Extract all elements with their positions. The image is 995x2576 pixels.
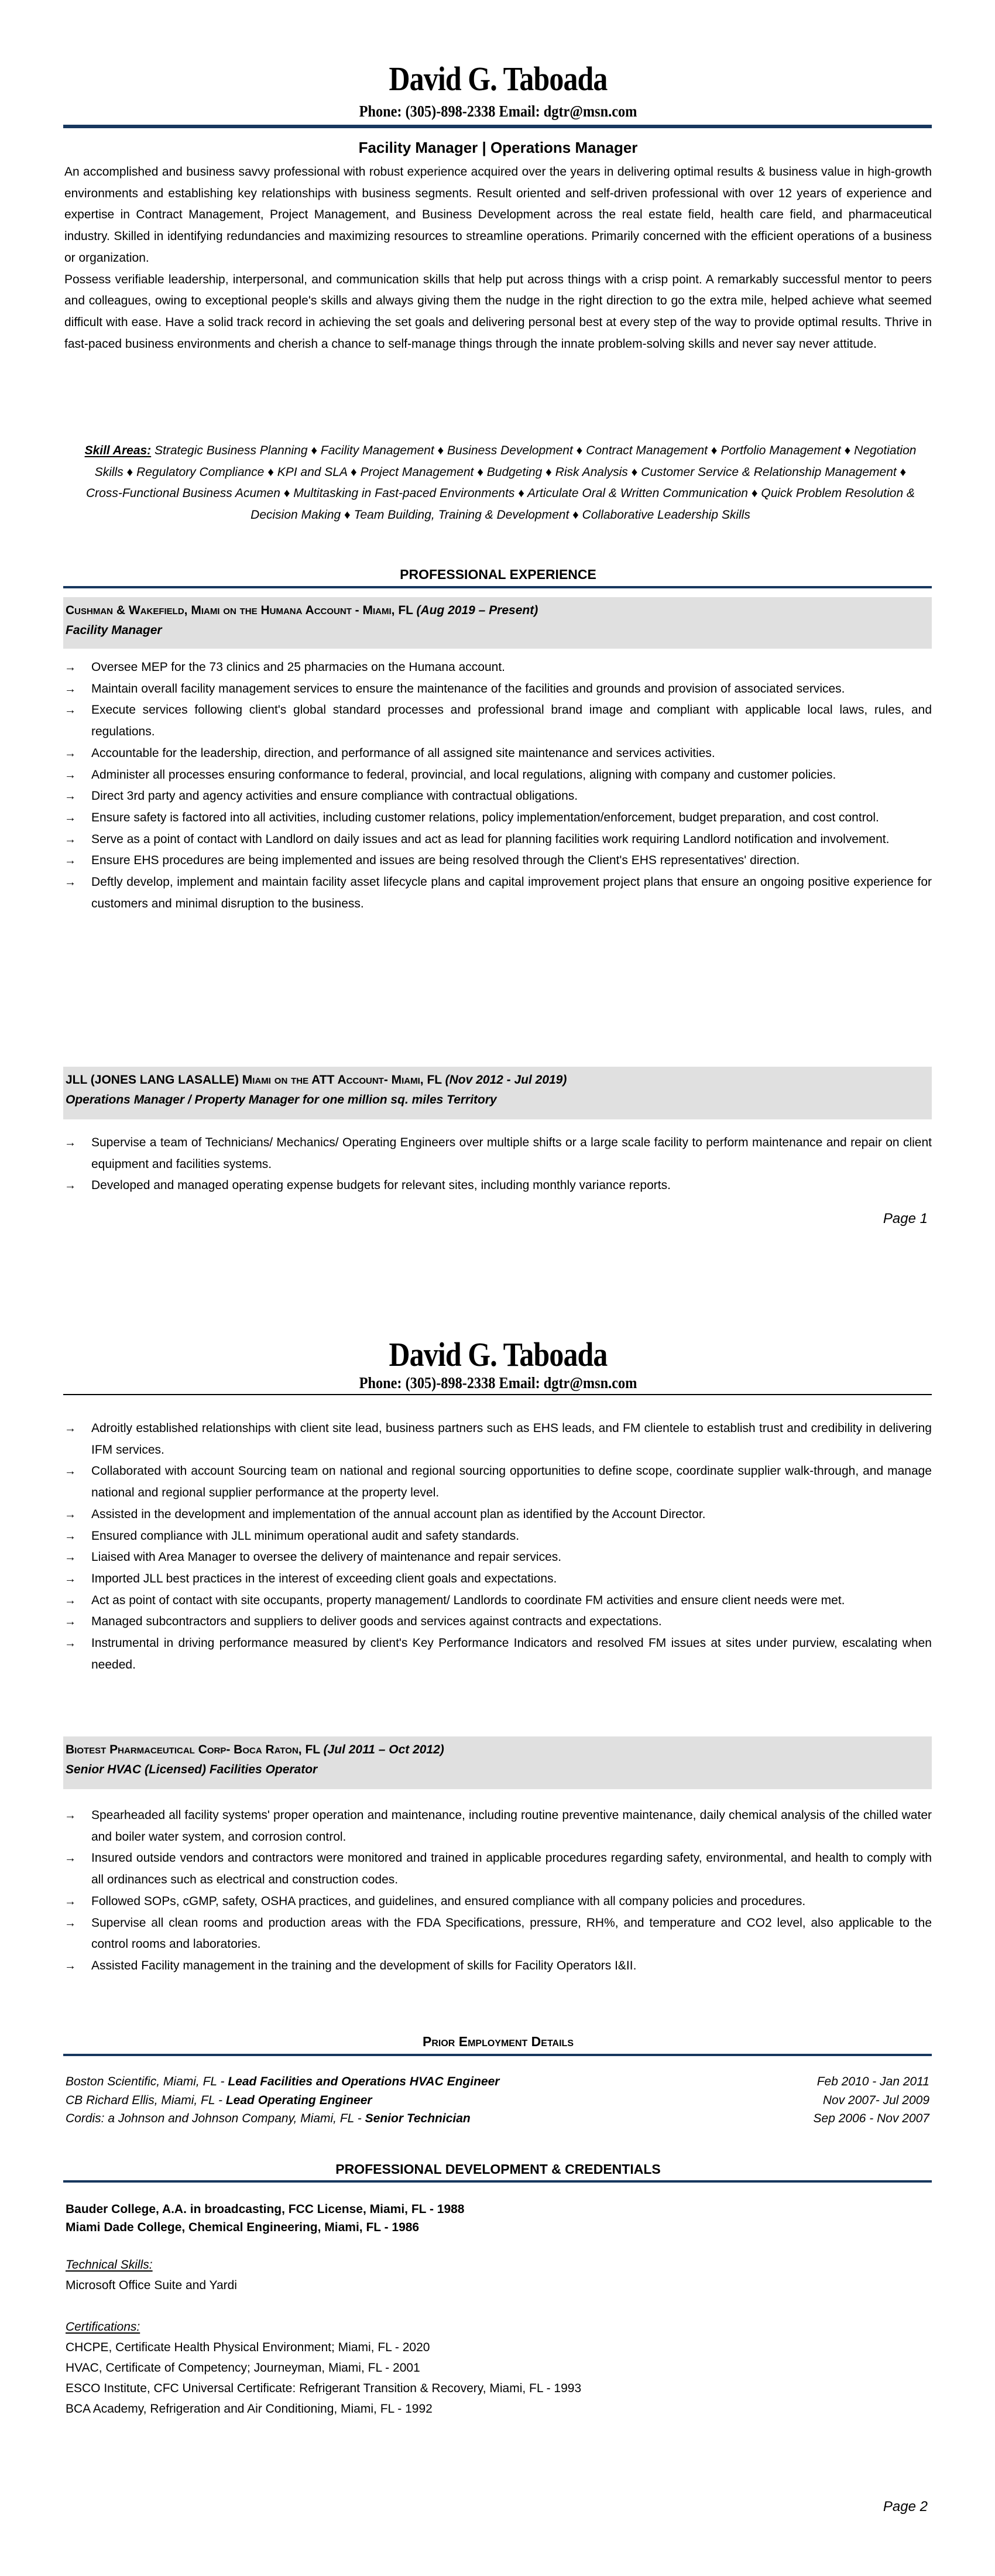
header-divider xyxy=(63,125,932,128)
bullet-item xyxy=(64,679,932,700)
job-company-name: Cushman & Wakefield, Miami on the Humana Account - Miami, FL xyxy=(66,604,417,617)
bullet-item xyxy=(64,850,932,872)
arrow-bullet-icon: → xyxy=(64,790,76,803)
bullet-item xyxy=(64,1175,932,1197)
prior-dates: Sep 2006 - Nov 2007 xyxy=(813,2112,929,2125)
arrow-bullet-icon: → xyxy=(64,746,76,760)
bullet-text: Managed subcontractors and suppliers to deliver goods and services against contracts and expectations. xyxy=(91,1615,662,1629)
bullet-item xyxy=(64,1633,932,1676)
job-company xyxy=(66,1740,929,1760)
arrow-bullet-icon: → xyxy=(64,1465,76,1478)
section-heading-prior: Prior Employment Details xyxy=(423,2034,574,2049)
arrow-bullet-icon: → xyxy=(64,1529,76,1543)
bullet-text: Collaborated with account Sourcing team on national and regional sourcing opportunities to define scope, coordinate supplier walk-through, and manage national and regional supplier performance at the property level. xyxy=(91,1464,932,1500)
bullet-item xyxy=(64,1547,932,1568)
technical-skills-label: Technical Skills: xyxy=(66,2258,153,2272)
prior-role: Lead Facilities and Operations HVAC Engineer xyxy=(228,2075,500,2088)
section-heading-development: PROFESSIONAL DEVELOPMENT & CREDENTIALS xyxy=(335,2161,661,2177)
job-bullets xyxy=(64,1132,932,1197)
arrow-bullet-icon: → xyxy=(64,854,76,868)
arrow-bullet-icon: → xyxy=(64,811,76,824)
bullet-text: Imported JLL best practices in the interest of exceeding client goals and expectations. xyxy=(91,1571,557,1585)
bullet-text: Oversee MEP for the 73 clinics and 25 pharmacies on the Humana account. xyxy=(91,660,505,674)
prior-dates: Feb 2010 - Jan 2011 xyxy=(816,2075,929,2088)
arrow-bullet-icon: → xyxy=(64,1852,76,1865)
bullet-text: Assisted in the development and implementation of the annual account plan as identified by the Account Director. xyxy=(91,1507,706,1521)
summary-paragraph: An accomplished and business savvy professional with robust experience acquired over the years in delivering optimal results & business value in high-growth environments and establishing key relationships with business segments. Result oriented and self-driven professional with over 12 years of experience and expertise in Contract Management, Project Management, and Business Development across the real estate field, health care field, and pharmaceutical industry. Skilled in identifying redundancies and maximizing resources to streamline operations. Primarily concerned with the efficient operations of a business or organization. xyxy=(64,165,932,265)
summary-paragraph: Possess verifiable leadership, interpersonal, and communication skills that help put across things with a crisp point. A remarkably successful mentor to peers and colleagues, owing to exceptional people's skills and always giving them the nudge in the right direction to go the extra mile, helped achieve what seemed difficult with ease. Have a solid track record in achieving the set goals and delivering personal best at every step of the way to provide optimal results. Thrive in fast-paced business environments and cherish a chance to self-manage things through the innate problem-solving skills and never say never attitude. xyxy=(64,272,932,351)
bullet-text: Followed SOPs, cGMP, safety, OSHA practices, and guidelines, and ensured compliance with all company policies and procedures. xyxy=(91,1894,806,1908)
bullet-item xyxy=(64,1568,932,1590)
bullet-item xyxy=(64,743,932,765)
bullet-text: Liaised with Area Manager to oversee the delivery of maintenance and repair services. xyxy=(91,1550,562,1564)
job-company-name: Biotest Pharmaceutical Corp- Boca Raton, FL xyxy=(66,1743,324,1756)
bullet-item xyxy=(64,1913,932,1955)
bullet-item xyxy=(64,1504,932,1526)
bullet-text: Developed and managed operating expense budgets for relevant sites, including monthly variance reports. xyxy=(91,1179,671,1193)
arrow-bullet-icon: → xyxy=(64,833,76,846)
arrow-bullet-icon: → xyxy=(64,1508,76,1521)
job-company-name: JLL (JONES LANG LASALLE) Miami on the ATT Account- Miami, FL xyxy=(66,1073,445,1087)
job-header xyxy=(63,1736,932,1789)
arrow-bullet-icon: → xyxy=(64,768,76,782)
professional-title: Facility Manager | Operations Manager xyxy=(358,139,638,156)
job-role: Facility Manager xyxy=(66,624,162,637)
prior-role: Senior Technician xyxy=(365,2112,471,2125)
prior-employment-position xyxy=(66,2109,471,2128)
bullet-text: Execute services following client's global standard processes and professional brand image and compliant with applicable local laws, rules, and regulations. xyxy=(91,703,932,739)
certification-item: CHCPE, Certificate Health Physical Environment; Miami, FL - 2020 xyxy=(66,2341,430,2354)
arrow-bullet-icon: → xyxy=(64,1916,76,1930)
bullet-item xyxy=(64,657,932,679)
bullet-item xyxy=(64,786,932,807)
bullet-text: Direct 3rd party and agency activities and ensure compliance with contractual obligations. xyxy=(91,789,578,803)
bullet-item xyxy=(64,765,932,786)
arrow-bullet-icon: → xyxy=(64,1136,76,1149)
bullet-item xyxy=(64,700,932,742)
bullet-text: Adroitly established relationships with client site lead, business partners such as EHS leads, and FM clientele to establish trust and credibility in delivering IFM services. xyxy=(91,1421,932,1457)
bullet-item xyxy=(64,1526,932,1547)
bullet-item xyxy=(64,1611,932,1633)
bullet-text: Ensured compliance with JLL minimum operational audit and safety standards. xyxy=(91,1529,520,1543)
bullet-text: Assisted Facility management in the training and the development of skills for Facility Operators I&II. xyxy=(91,1958,637,1972)
education-item: Miami Dade College, Chemical Engineering, Miami, FL - 1986 xyxy=(66,2221,420,2234)
bullet-text: Ensure EHS procedures are being implemented and issues are being resolved through the Client's EHS representatives' direction. xyxy=(91,854,800,868)
technical-skills xyxy=(66,2255,933,2296)
certifications xyxy=(66,2317,933,2419)
bullet-item xyxy=(64,1848,932,1890)
job-dates: (Nov 2012 - Jul 2019) xyxy=(445,1073,567,1087)
arrow-bullet-icon: → xyxy=(64,704,76,717)
bullet-text: Spearheaded all facility systems' proper operation and maintenance, including routine preventive maintenance, daily chemical analysis of the chilled water and boiler water system, and corrosion control. xyxy=(91,1808,932,1844)
arrow-bullet-icon: → xyxy=(64,1809,76,1822)
prior-role: Lead Operating Engineer xyxy=(225,2093,372,2107)
summary xyxy=(64,162,932,355)
bullet-item xyxy=(64,807,932,829)
arrow-bullet-icon: → xyxy=(64,1895,76,1908)
prior-company: Cordis: a Johnson and Johnson Company, Miami, FL - xyxy=(66,2112,365,2125)
job-dates: (Aug 2019 – Present) xyxy=(416,604,538,617)
contact-info: Phone: (305)-898-2338 Email: dgtr@msn.com xyxy=(359,102,637,120)
bullet-text: Supervise a team of Technicians/ Mechanics/ Operating Engineers over multiple shifts or a large scale facility to perform maintenance and repair on client equipment and facilities systems. xyxy=(91,1136,932,1171)
section-divider xyxy=(63,2054,932,2056)
prior-company: CB Richard Ellis, Miami, FL - xyxy=(66,2093,226,2107)
skill-areas xyxy=(82,440,919,526)
header-divider xyxy=(63,1394,932,1395)
prior-employment-row xyxy=(66,2073,929,2091)
job-header xyxy=(63,1067,932,1119)
bullet-text: Deftly develop, implement and maintain facility asset lifecycle plans and capital improvement project plans that ensure an ongoing positive experience for customers and minimal disruption to the business. xyxy=(91,875,932,910)
arrow-bullet-icon: → xyxy=(64,661,76,674)
bullet-item xyxy=(64,1418,932,1461)
certification-item: ESCO Institute, CFC Universal Certificate: Refrigerant Transition & Recovery, Miami, FL - 1993 xyxy=(66,2382,582,2395)
arrow-bullet-icon: → xyxy=(64,1551,76,1564)
job-bullets xyxy=(64,657,932,914)
job-bullets xyxy=(64,1418,932,1676)
bullet-text: Accountable for the leadership, direction, and performance of all assigned site maintenance and services activities. xyxy=(91,746,715,760)
bullet-text: Instrumental in driving performance measured by client's Key Performance Indicators and resolved FM issues at sites under purview, escalating when needed. xyxy=(91,1636,932,1671)
job-role: Senior HVAC (Licensed) Facilities Operator xyxy=(66,1763,318,1776)
arrow-bullet-icon: → xyxy=(64,1959,76,1972)
arrow-bullet-icon: → xyxy=(64,682,76,696)
bullet-item xyxy=(64,872,932,914)
job-company xyxy=(66,1070,929,1090)
arrow-bullet-icon: → xyxy=(64,1572,76,1585)
prior-employment xyxy=(66,2073,929,2128)
job-role: Operations Manager / Property Manager for one million sq. miles Territory xyxy=(66,1093,497,1107)
page-number: Page 2 xyxy=(883,2499,928,2515)
certification-item: HVAC, Certificate of Competency; Journeyman, Miami, FL - 2001 xyxy=(66,2361,420,2375)
bullet-item xyxy=(64,829,932,851)
skill-areas-label: Skill Areas: xyxy=(84,444,152,457)
bullet-item xyxy=(64,1461,932,1503)
prior-company: Boston Scientific, Miami, FL - xyxy=(66,2075,228,2088)
prior-employment-row xyxy=(66,2109,929,2128)
arrow-bullet-icon: → xyxy=(64,1179,76,1193)
prior-dates: Nov 2007- Jul 2009 xyxy=(822,2093,929,2107)
arrow-bullet-icon: → xyxy=(64,1637,76,1650)
section-divider xyxy=(63,586,932,588)
bullet-text: Serve as a point of contact with Landlord on daily issues and act as lead for planning facilities work requiring Landlord notification and involvement. xyxy=(91,832,890,846)
prior-employment-position xyxy=(66,2091,372,2110)
section-heading-experience: PROFESSIONAL EXPERIENCE xyxy=(400,567,596,582)
job-bullets xyxy=(64,1805,932,1977)
bullet-item xyxy=(64,1590,932,1612)
bullet-item xyxy=(64,1805,932,1848)
job-company xyxy=(66,601,929,621)
technical-skills-value: Microsoft Office Suite and Yardi xyxy=(66,2279,237,2292)
job-header xyxy=(63,597,932,649)
bullet-item xyxy=(64,1132,932,1175)
bullet-item xyxy=(64,1891,932,1913)
certifications-label: Certifications: xyxy=(66,2320,140,2334)
education-item: Bauder College, A.A. in broadcasting, FCC License, Miami, FL - 1988 xyxy=(66,2202,465,2216)
bullet-text: Insured outside vendors and contractors were monitored and trained in applicable procedures regarding safety, environmental, and health to comply with all ordinances such as electrical and construction codes. xyxy=(91,1851,932,1887)
bullet-text: Act as point of contact with site occupants, property management/ Landlords to coordinate FM activities and ensure client needs were met. xyxy=(91,1593,845,1607)
bullet-text: Administer all processes ensuring conformance to federal, provincial, and local regulations, aligning with company and customer policies. xyxy=(91,768,836,782)
prior-employment-row xyxy=(66,2091,929,2110)
bullet-text: Maintain overall facility management services to ensure the maintenance of the facilities and grounds and provision of associated services. xyxy=(91,681,845,696)
certification-item: BCA Academy, Refrigeration and Air Conditioning, Miami, FL - 1992 xyxy=(66,2402,433,2416)
contact-info: Phone: (305)-898-2338 Email: dgtr@msn.com xyxy=(359,1374,637,1392)
resume-name: David G. Taboada xyxy=(389,1335,608,1373)
bullet-text: Ensure safety is factored into all activities, including customer relations, policy implementation/enforcement, budget preparation, and cost control. xyxy=(91,810,879,824)
job-dates: (Jul 2011 – Oct 2012) xyxy=(323,1743,444,1756)
bullet-text: Supervise all clean rooms and production areas with the FDA Specifications, pressure, RH%, and temperature and CO2 level, also applicable to the control rooms and laboratories. xyxy=(91,1916,932,1951)
section-divider xyxy=(63,2180,932,2183)
prior-employment-position xyxy=(66,2073,499,2091)
education xyxy=(66,2200,933,2236)
arrow-bullet-icon: → xyxy=(64,1615,76,1629)
bullet-item xyxy=(64,1955,932,1977)
arrow-bullet-icon: → xyxy=(64,1594,76,1607)
arrow-bullet-icon: → xyxy=(64,876,76,889)
arrow-bullet-icon: → xyxy=(64,1422,76,1435)
skill-areas-list: Strategic Business Planning ♦ Facility Management ♦ Business Development ♦ Contract Management ♦ Portfolio Management ♦ Negotiation Skills ♦ Regulatory Compliance ♦ KPI and SLA ♦ Project Management ♦ Budgeting ♦ Risk Analysis ♦ Customer Service & Relationship Management ♦ Cross-Functional Business Acumen ♦ Multitasking in Fast-paced Environments ♦ Articulate Oral & Written Communication ♦ Quick Problem Resolution & Decision Making ♦ Team Building, Training & Development ♦ Collaborative Leadership Skills xyxy=(86,444,917,522)
page-number: Page 1 xyxy=(883,1211,928,1227)
resume-name: David G. Taboada xyxy=(389,60,608,98)
